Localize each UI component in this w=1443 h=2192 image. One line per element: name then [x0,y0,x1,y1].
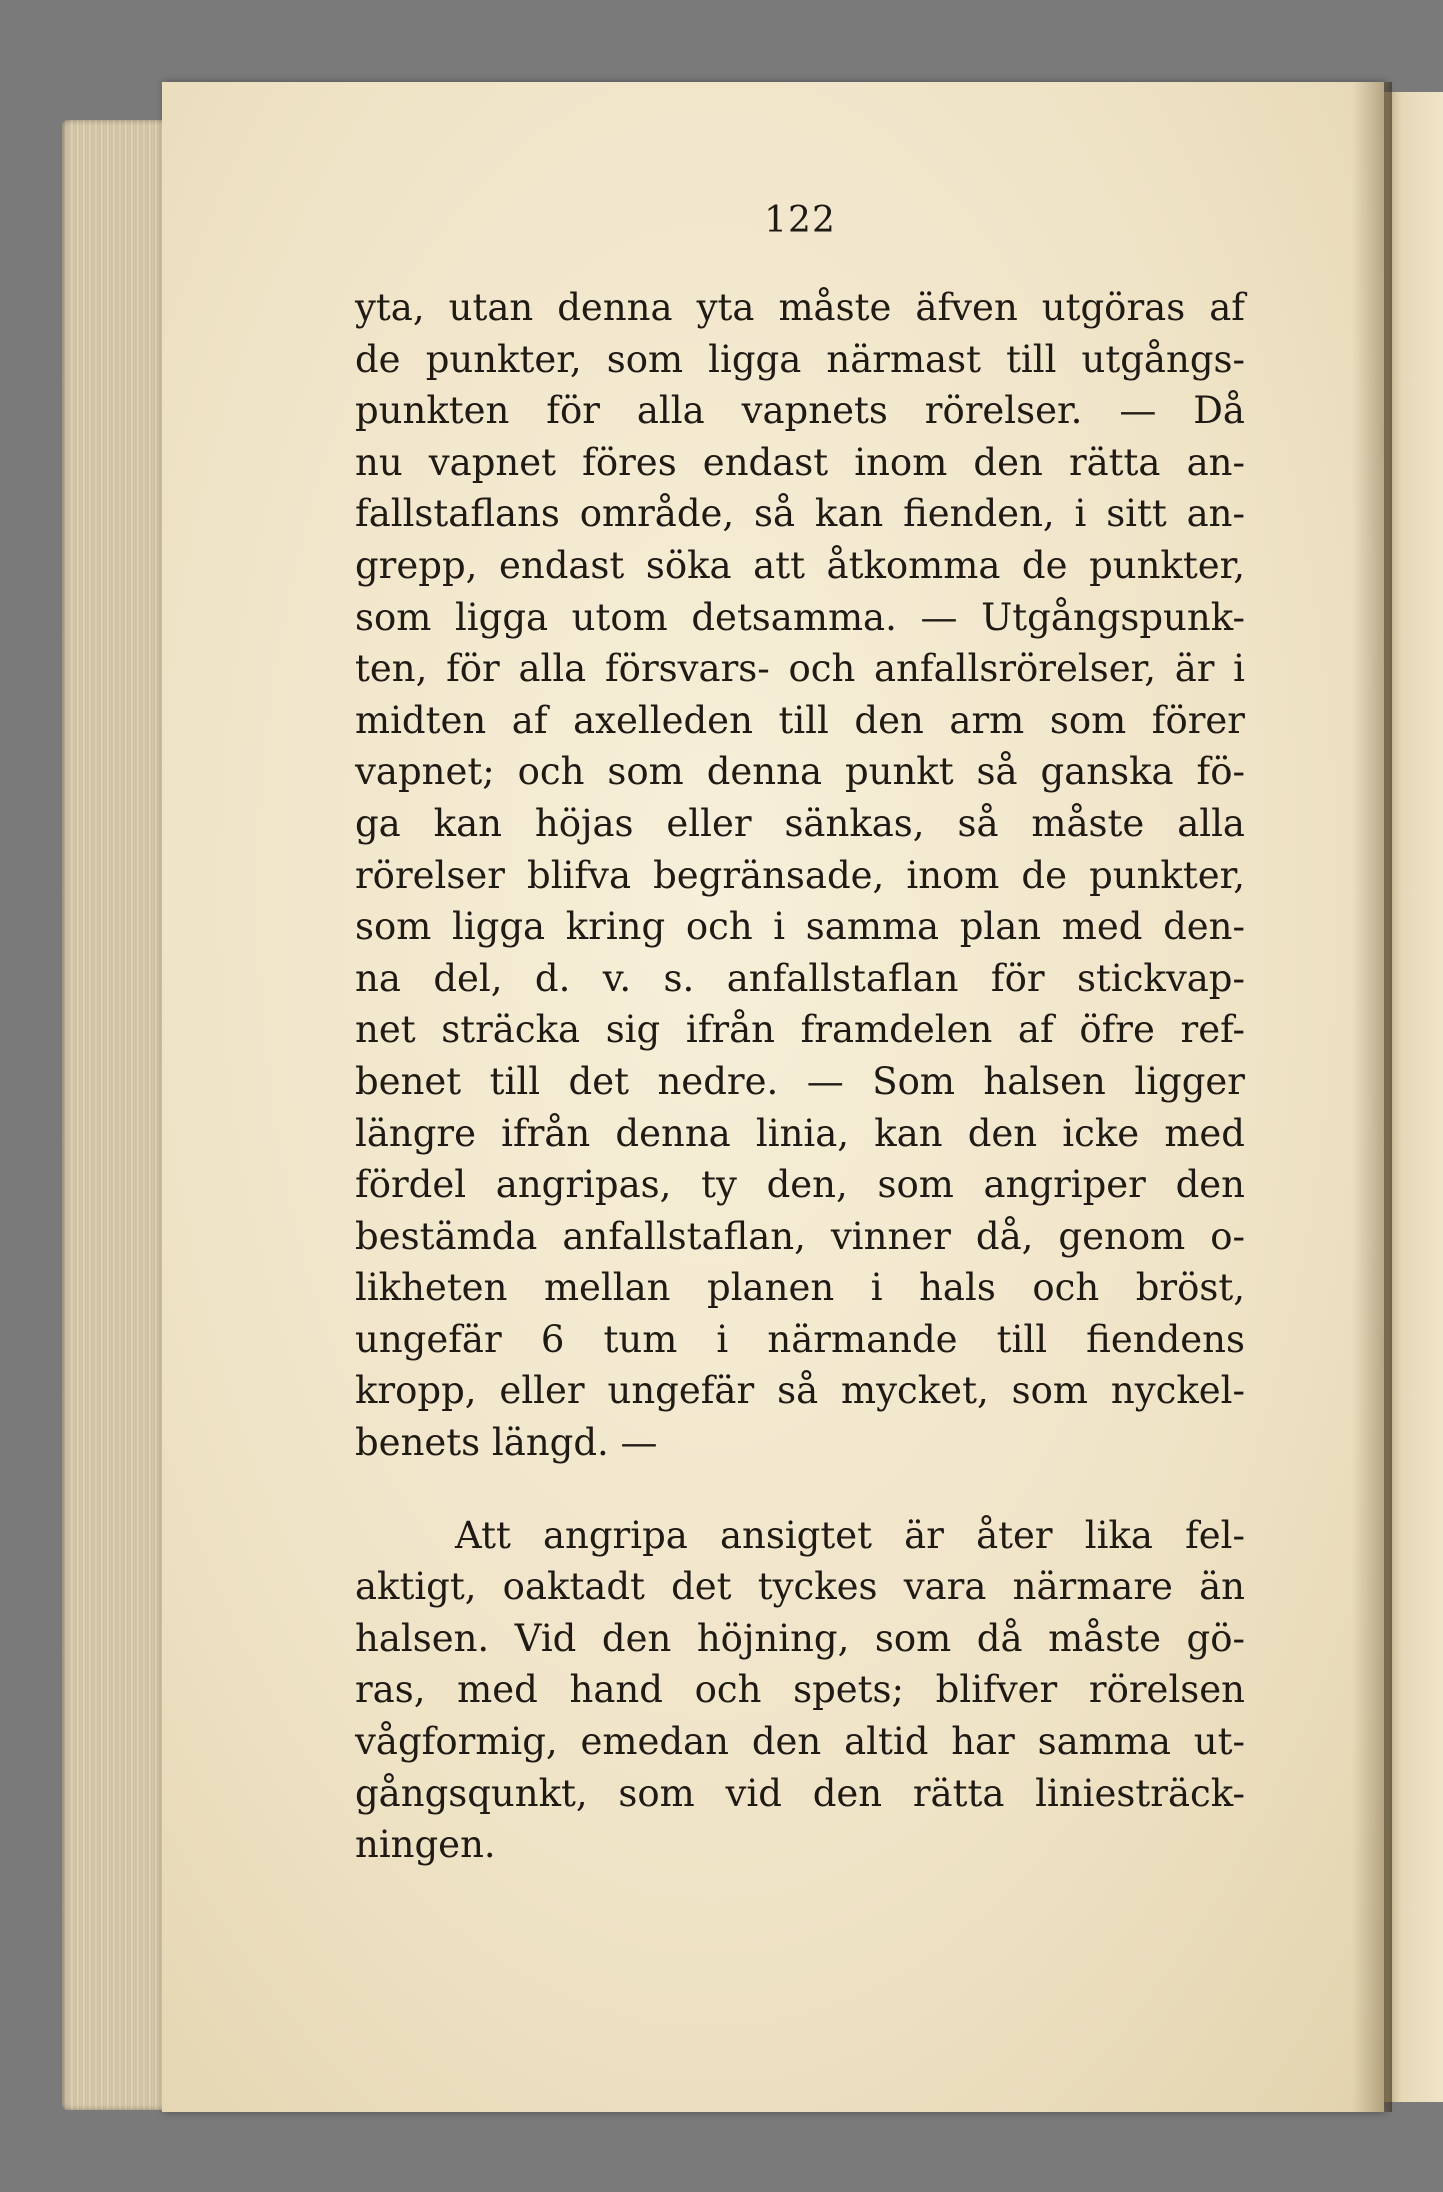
text-line: punkten för alla vapnets rörelser. — Då [355,389,1245,433]
text-line: rörelser blifva begränsade, inom de punkter, [355,853,1245,897]
text-line: na del, d. v. s. anfallstaflan för stickvap- [355,956,1245,1000]
text-line: vågformig, emedan den altid har samma ut- [355,1720,1245,1764]
text-line: nu vapnet föres endast inom den rätta an- [355,440,1245,484]
text-line: yta, utan denna yta måste äfven utgöras af [355,286,1245,329]
page-edges [62,120,172,2110]
text-line: som ligga utom detsamma. — Utgångspunk- [355,595,1245,639]
text-line: vapnet; och som denna punkt så ganska fö- [355,750,1245,794]
text-line: benets längd. — [355,1421,658,1465]
text-line: grepp, endast söka att åtkomma de punkter, [355,543,1245,587]
text-line: gångsqunkt, som vid den rätta liniesträck- [355,1771,1245,1815]
text-line: midten af axelleden till den arm som förer [355,698,1245,742]
text-line: aktigt, oaktadt det tyckes vara närmare än [355,1565,1245,1609]
text-block [355,282,1245,1871]
text-line: ras, med hand och spets; blifver rörelsen [355,1668,1245,1712]
paragraph-2 [355,1510,1245,1871]
text-line: ga kan höjas eller sänkas, så måste alla [355,801,1245,845]
text-line: Att angripa ansigtet är åter lika fel- [455,1513,1245,1557]
text-line: halsen. Vid den höjning, som då måste gö- [355,1616,1245,1660]
text-line: ten, för alla försvars- och anfallsrörelser, är i [355,647,1245,691]
text-line: fallstaflans område, så kan fienden, i sitt an- [355,492,1245,536]
paragraph-gap [355,1469,1245,1510]
text-line: ningen. [355,1823,496,1867]
text-line: kropp, eller ungefär så mycket, som nyckel- [355,1369,1245,1413]
text-line: som ligga kring och i samma plan med den- [355,905,1245,949]
text-line: likheten mellan planen i hals och bröst, [355,1266,1245,1310]
paragraph-1 [355,282,1245,1469]
text-line: längre ifrån denna linia, kan den icke med [355,1111,1245,1155]
text-line: bestämda anfallstaflan, vinner då, genom o- [355,1214,1245,1258]
text-line: net sträcka sig ifrån framdelen af öfre ref- [355,1008,1245,1052]
page-gutter [1352,82,1392,2112]
page-number: 122 [764,200,836,241]
text-line: benet till det nedre. — Som halsen ligger [355,1059,1245,1103]
text-line: de punkter, som ligga närmast till utgångs- [355,337,1245,381]
facing-page-edge [1384,92,1443,2102]
text-line: ungefär 6 tum i närmande till fiendens [355,1317,1245,1361]
text-line: fördel angripas, ty den, som angriper den [355,1163,1245,1207]
